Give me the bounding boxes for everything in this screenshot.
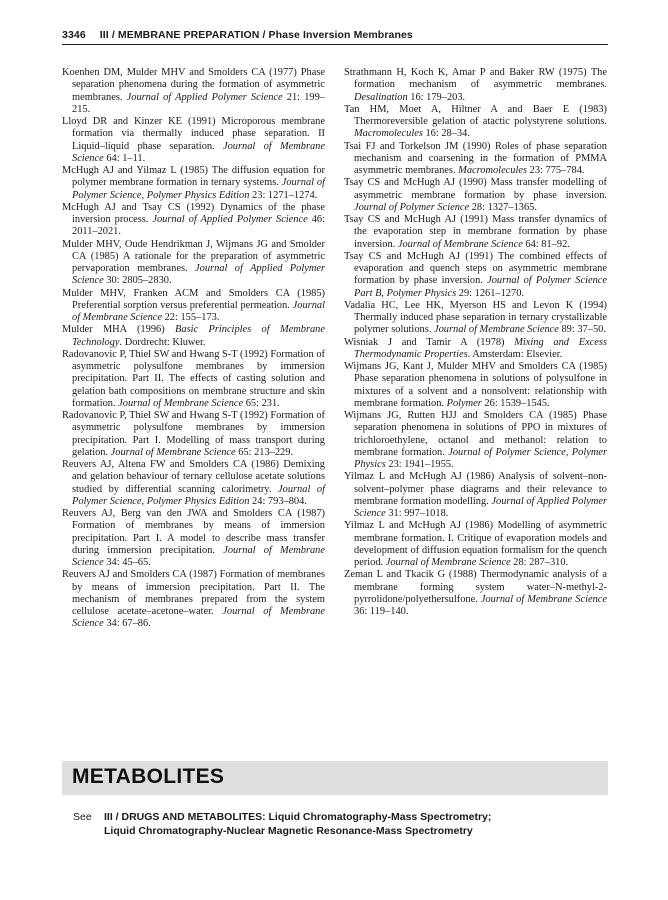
see-label: See xyxy=(73,811,92,823)
reference-entry xyxy=(344,569,607,618)
reference-citation: 23: 1271–1274. xyxy=(249,189,318,201)
reference-entry xyxy=(344,67,607,104)
reference-journal: Desalination xyxy=(354,91,408,103)
reference-citation: 24: 793–804. xyxy=(249,495,307,507)
reference-text: Reuvers AJ and Smolders CA (1987) Formation of membranes by means of immersion precipitation. Part II. The mechanism of membranes prepared from the system cellulose acetate–acetone–water. xyxy=(62,569,325,617)
cross-reference-link[interactable] xyxy=(104,811,594,838)
reference-entry xyxy=(344,337,607,362)
reference-entry xyxy=(62,67,325,116)
reference-citation: 64: 1–11. xyxy=(103,152,146,164)
running-header xyxy=(62,29,608,41)
reference-citation: 16: 28–34. xyxy=(422,128,470,140)
reference-citation: . Dordrecht: Kluwer. xyxy=(119,336,206,348)
reference-text: Wijmans JG, Kant J, Mulder MHV and Smolders CA (1985) Phase separation phenomena in solutions of polysulfone in mixtures of a solvent and a nonsolvent: relationship with membrane formation. xyxy=(344,361,607,409)
reference-journal: Journal of Membrane Science xyxy=(433,324,559,336)
reference-text: Lloyd DR and Kinzer KE (1991) Microporous membrane formation via thermally induced phase separation. II Liquid–liquid phase separation. xyxy=(62,116,325,152)
reference-journal: Polymer xyxy=(446,397,482,409)
reference-entry xyxy=(344,251,607,300)
reference-journal: Journal of Membrane Science xyxy=(72,140,325,164)
reference-citation: 34: 45–65. xyxy=(103,557,151,568)
reference-entry xyxy=(344,141,607,178)
reference-text: Wijmans JG, Rutten HJJ and Smolders CA (1985) Phase separation phenomena in solutions of PPO in mixtures of trichloroethylene, octanol and methanol: relation to membrane formation. xyxy=(344,410,607,458)
reference-journal: Journal of Membrane Science xyxy=(480,593,608,605)
reference-entry xyxy=(62,459,325,508)
page-number: 3346 xyxy=(62,29,86,41)
section-title: METABOLITES xyxy=(72,765,225,788)
reference-citation: 30: 2805–2830. xyxy=(103,275,172,287)
reference-text: Radovanovic P, Thiel SW and Hwang S-T (1992) Formation of asymmetric polysulfone membranes by immersion precipitation. Part II. The effects of casting solution and gelation bath compositions on membrane structure and skin formation. xyxy=(62,348,325,409)
reference-citation: 64: 81–92. xyxy=(522,238,570,250)
reference-journal: Journal of Membrane Science xyxy=(72,606,325,630)
reference-entry xyxy=(62,410,325,459)
reference-journal: Mixing and Excess Thermodynamic Properties xyxy=(354,336,608,360)
reference-citation: 16: 179–203. xyxy=(407,91,466,103)
section-heading-band xyxy=(62,761,608,795)
references-left-column xyxy=(62,67,325,631)
reference-citation: 65: 231. xyxy=(243,397,280,409)
reference-citation: 23: 775–784. xyxy=(527,165,585,176)
reference-journal: Journal of Polymer Science, Polymer Physics Edition xyxy=(72,483,325,507)
reference-citation: 28: 1327–1365. xyxy=(469,201,537,213)
reference-text: Reuvers AJ, Berg van den JWA and Smolders CA (1987) Formation of membranes by means of immersion precipitation. Part I. A model to describe mass transfer during immersion precipitation. xyxy=(62,508,325,556)
reference-journal: Journal of Membrane Science xyxy=(110,446,236,458)
reference-journal: Macromolecules xyxy=(458,165,528,176)
reference-journal: Journal of Membrane Science xyxy=(72,299,325,323)
reference-text: Tsay CS and McHugh AJ (1991) The combined effects of evaporation and quench steps on asymmetric membrane formation by phase inversion. xyxy=(344,250,607,287)
reference-text: Mulder MHV, Oude Hendrikman J, Wijmans JG and Smolder CA (1985) A rationale for the preparation of asymmetric pervaporation membranes. xyxy=(62,238,325,274)
reference-citation: 36: 119–140. xyxy=(354,606,409,617)
reference-entry xyxy=(62,202,325,239)
reference-citation: 22: 155–173. xyxy=(162,312,220,323)
cross-reference-line: III / DRUGS AND METABOLITES: Liquid Chromatography-Mass Spectrometry; xyxy=(104,811,492,823)
reference-citation: 31: 997–1018. xyxy=(385,508,449,519)
reference-text: Tan HM, Moet A, Hiltner A and Baer E (1983) Thermoreversible gelation of atactic polystyrene solutions. xyxy=(344,103,607,127)
reference-entry xyxy=(344,520,607,569)
reference-text: Koenhen DM, Mulder MHV and Smolders CA (1977) Phase separation phenomena during the formation of asymmetric membranes. xyxy=(62,67,325,103)
reference-citation: 29: 1261–1270. xyxy=(456,287,524,299)
reference-text: Tsay CS and McHugh AJ (1990) Mass transfer modelling of asymmetric membrane formation by phase inversion. xyxy=(344,177,607,201)
reference-journal: Journal of Membrane Science xyxy=(397,238,523,250)
reference-journal: Journal of Membrane Science xyxy=(72,544,325,568)
reference-text: Yilmaz L and McHugh AJ (1986) Modelling of asymmetric membrane formation. I. Critique of evaporation models and development of diffusion equation formalism for the quench period. xyxy=(344,520,607,568)
references-right-column xyxy=(344,67,607,618)
running-title: III / MEMBRANE PREPARATION / Phase Inversion Membranes xyxy=(99,29,413,41)
reference-text: Tsai FJ and Torkelson JM (1990) Roles of phase separation mechanism and coarsening in the formation of PMMA asymmetric membranes. xyxy=(344,140,607,176)
reference-text: Vadalia HC, Lee HK, Myerson HS and Levon K (1994) Thermally induced phase separation in ternary crystallizable polymer solutions. xyxy=(344,299,607,336)
reference-text: McHugh AJ and Tsay CS (1992) Dynamics of the phase inversion process. xyxy=(62,201,325,225)
reference-text: Mulder MHA (1996) xyxy=(62,324,176,336)
reference-citation: . Amsterdam: Elsevier. xyxy=(467,348,563,360)
reference-entry xyxy=(62,349,325,410)
reference-entry xyxy=(344,214,607,251)
reference-entry xyxy=(344,300,607,337)
reference-citation: 21: 199–215. xyxy=(72,91,325,115)
reference-text: Tsay CS and McHugh AJ (1991) Mass transfer dynamics of the evaporation step in membrane formation by phase inversion. xyxy=(344,214,607,250)
reference-text: Zeman L and Tkacik G (1988) Thermodynamic analysis of a membrane forming system water–N-methyl-2-pyrrolidone/polyethersulfone. xyxy=(344,569,607,605)
reference-citation: 65: 213–229. xyxy=(235,446,294,458)
reference-citation: 34: 67–86. xyxy=(103,618,151,630)
reference-text: Wisniak J and Tamir A (1978) xyxy=(344,336,515,348)
reference-journal: Basic Principles of Membrane Technology xyxy=(72,324,325,348)
header-rule xyxy=(62,44,608,45)
reference-journal: Journal of Applied Polymer Science xyxy=(152,214,308,225)
reference-entry xyxy=(62,116,325,165)
reference-journal: Journal of Applied Polymer Science xyxy=(126,91,283,103)
reference-journal: Journal of Polymer Science, Polymer Physics xyxy=(354,446,607,470)
reference-entry xyxy=(344,471,607,520)
reference-entry xyxy=(62,508,325,569)
reference-entry xyxy=(62,239,325,288)
reference-text: Reuvers AJ, Altena FW and Smolders CA (1986) Demixing and gelation behaviour of ternary cellulose acetate solutions studied by differential scanning calorimetry. xyxy=(62,459,325,495)
reference-text: Yilmaz L and McHugh AJ (1986) Analysis of solvent–non-solvent–polymer phase diagrams and their relevance to membrane formation modelling. xyxy=(344,471,607,507)
reference-journal: Journal of Polymer Science, Polymer Physics Edition xyxy=(72,177,325,201)
reference-journal: Journal of Membrane Science xyxy=(118,397,244,409)
reference-text: Strathmann H, Koch K, Amar P and Baker RW (1975) The formation mechanism of asymmetric membranes. xyxy=(344,67,607,91)
reference-entry xyxy=(344,104,607,141)
reference-journal: Journal of Applied Polymer Science xyxy=(354,495,607,519)
reference-citation: 26: 1539–1545. xyxy=(481,397,550,409)
reference-journal: Macromolecules xyxy=(354,128,423,140)
cross-reference-line: Liquid Chromatography-Nuclear Magnetic Resonance-Mass Spectrometry xyxy=(104,824,473,837)
reference-entry xyxy=(62,324,325,349)
reference-journal: Journal of Polymer Science xyxy=(354,201,470,213)
reference-citation: 46: 2011–2021. xyxy=(72,214,325,238)
reference-text: Radovanovic P, Thiel SW and Hwang S-T (1992) Formation of asymmetric polysulfone membranes by immersion precipitation. Part I. Modelling of mass transport during gelation. xyxy=(62,410,325,458)
reference-citation: 28: 287–310. xyxy=(510,557,569,568)
reference-journal: Journal of Membrane Science xyxy=(385,557,511,568)
reference-citation: 23: 1941–1955. xyxy=(385,459,454,470)
reference-journal: Journal of Applied Polymer Science xyxy=(72,263,326,287)
reference-entry xyxy=(62,165,325,202)
reference-citation: 89: 37–50. xyxy=(558,324,606,336)
reference-entry xyxy=(344,177,607,214)
reference-journal: Journal of Polymer Science Part B, Polymer Physics xyxy=(354,275,607,299)
reference-entry xyxy=(62,288,325,325)
reference-text: McHugh AJ and Yilmaz L (1985) The diffusion equation for polymer membrane formation in ternary systems. xyxy=(62,165,325,189)
reference-text: Mulder MHV, Franken ACM and Smolders CA (1985) Preferential sorption versus preferential permeation. xyxy=(62,287,325,311)
reference-entry xyxy=(344,410,607,471)
reference-entry xyxy=(344,361,607,410)
reference-entry xyxy=(62,569,325,630)
